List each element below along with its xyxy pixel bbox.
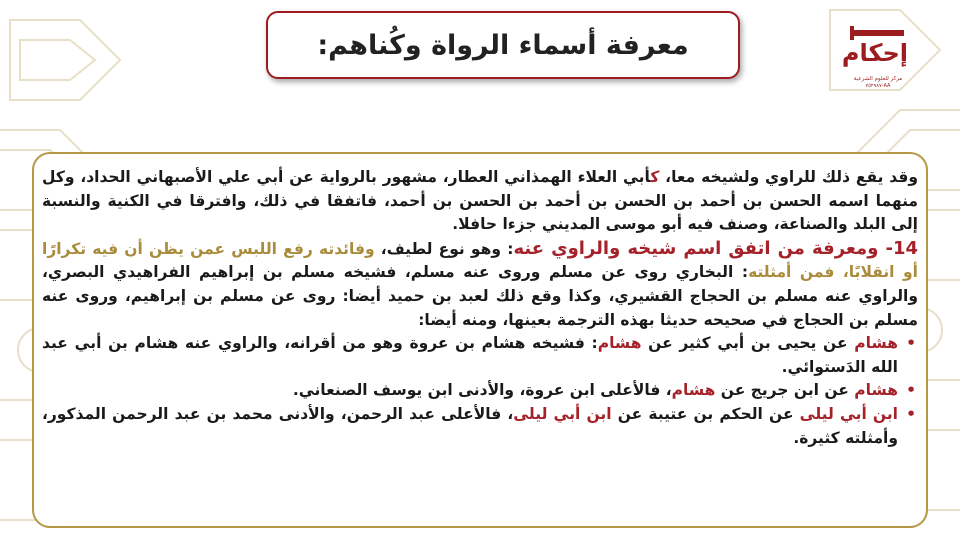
narrator-name: هشام: [854, 381, 898, 400]
narrator-name: ابن أبي ليلى: [513, 404, 612, 423]
list-item-text: ، فالأعلى عبد الرحمن، والأدنى محمد بن عبد الرحمن المذكور، وأمثلته كثيرة.: [42, 404, 898, 447]
list-item-text: عن ابن جريج عن: [715, 381, 855, 400]
narrator-name: هشام: [671, 381, 716, 400]
list-item-text: عن الحكم بن عتيبة عن: [611, 404, 800, 423]
list-item-text: : فشيخه هشام بن عروة وهو من أقرانه، والراوي عنه هشام بن أبي عبد الله الدَستوائي.: [42, 334, 898, 376]
list-item: [42, 379, 898, 403]
list-item-text: عن يحيى بن أبي كثير عن: [641, 334, 855, 353]
paragraph-1: [42, 166, 918, 237]
paragraph-1-red-letter: ك: [650, 168, 660, 186]
paragraph-2: [42, 237, 918, 332]
section-14-heading: 14- ومعرفة من اتفق اسم شيخه والراوي عنه: [513, 237, 918, 259]
list-item-text: ، فالأعلى ابن عروة، والأدنى ابن يوسف الصنعاني.: [292, 381, 672, 400]
examples-list: [42, 332, 918, 450]
paragraph-2-text1: وهو نوع لطيف،: [374, 239, 502, 258]
content-box: [32, 152, 928, 528]
ihkam-logo: [841, 26, 908, 92]
list-item: [42, 403, 898, 450]
paragraph-1-part1: وقد يقع ذلك للراوي ولشيخه معا،: [659, 168, 918, 186]
list-item: [42, 332, 898, 379]
narrator-name: هشام: [854, 334, 898, 353]
logo-number: AA-٧٥٢٩٨٧: [865, 83, 891, 89]
paragraph-2-text2: : البخاري روى عن مسلم وروى عنه مسلم، فشيخه مسلم بن إبراهيم الفراهيدي البصري، والراوي عنه مسلم بن الحجاج القشيري، وكذا وقع ذلك لعبد بن حميد أيضا: روى عن مسلم بن إبراهيم، وروى عنه مسلم بن الحجاج في صحيحه حديثا بهذه الترجمة بعينها، ومنه أيضا:: [42, 263, 918, 329]
narrator-name: ابن أبي ليلى: [799, 404, 898, 423]
logo-subtitle: مركز للعلوم الشرعية: [853, 76, 903, 82]
page-title: معرفة أسماء الرواة وكُناهم:: [317, 29, 689, 61]
narrator-name: هشام: [597, 334, 642, 353]
logo-name: إحكام: [841, 39, 908, 67]
paragraph-2-benefit: وفائدته رفع اللبس عمن يظن أن فيه تكرارًا أو انقلابًا، فمن أمثلته: [42, 239, 918, 282]
paragraph-1-part2: أبي العلاء الهمذاني العطار، مشهور بالرواية عن أبي علي الأصبهاني الحداد، وكل منهما اسمه الحسن بن أحمد بن الحسن بن أحمد بن الحسن بن أحمد، فاتفقا في ذلك، وافترقا في الكنية والنسبة إلى البلد والصناعة، وصنف فيه أبو موسى المديني جزءا حافلا.: [42, 168, 918, 234]
title-box: [266, 11, 740, 79]
paragraph-2-colon: :: [501, 239, 514, 258]
